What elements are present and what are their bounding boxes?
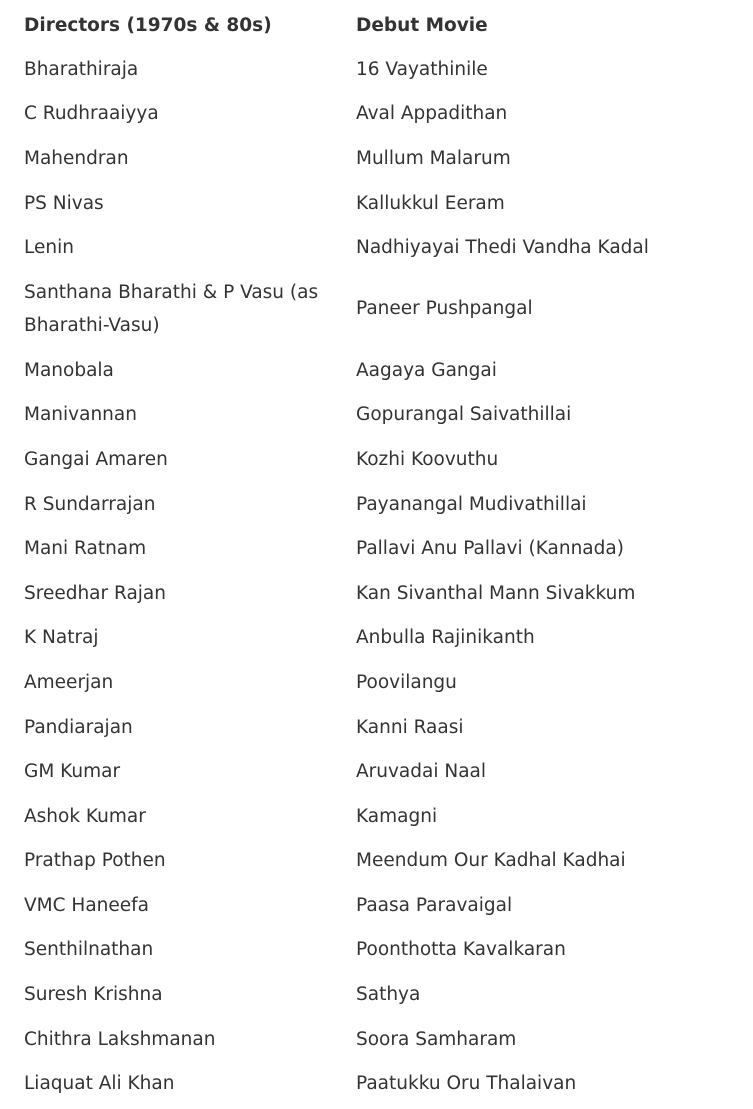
table-row	[24, 883, 729, 928]
debut-movie: Mullum Malarum	[356, 147, 511, 169]
debut-movie: Poonthotta Kavalkaran	[356, 939, 566, 961]
director-name: Mani Ratnam	[24, 538, 147, 560]
table-row	[24, 571, 729, 616]
header-row	[24, 3, 729, 47]
table-row	[24, 616, 729, 661]
director-name: C Rudhraaiyya	[24, 103, 159, 125]
debut-movie: Aval Appadithan	[356, 103, 508, 125]
director-name: Mahendran	[24, 147, 129, 169]
debut-movie: Kozhi Koovuthu	[356, 448, 499, 470]
director-name: Ashok Kumar	[24, 805, 146, 827]
director-name: PS Nivas	[24, 192, 104, 214]
director-name: K Natraj	[24, 627, 99, 649]
debut-movie: Paneer Pushpangal	[356, 298, 533, 320]
director-name: GM Kumar	[24, 761, 121, 783]
director-name: Suresh Krishna	[24, 984, 163, 1006]
table-header	[24, 3, 729, 47]
debut-movie: Poovilangu	[356, 671, 457, 693]
debut-movie: Kamagni	[356, 805, 438, 827]
debut-movie: Payanangal Mudivathillai	[356, 493, 587, 515]
table-row	[24, 393, 729, 438]
header-directors: Directors (1970s & 80s)	[24, 14, 272, 36]
debut-movie: Kallukkul Eeram	[356, 192, 505, 214]
debut-movie: Kanni Raasi	[356, 716, 464, 738]
table-row	[24, 839, 729, 884]
table-row	[24, 136, 729, 181]
director-name: Liaquat Ali Khan	[24, 1073, 175, 1095]
debut-movie: Pallavi Anu Pallavi (Kannada)	[356, 538, 624, 560]
debut-movie: 16 Vayathinile	[356, 58, 488, 80]
debut-movie: Sathya	[356, 984, 421, 1006]
table-row	[24, 928, 729, 973]
header-debut-movie: Debut Movie	[356, 14, 488, 36]
director-name: Sreedhar Rajan	[24, 582, 166, 604]
table-row	[24, 1061, 729, 1106]
director-name: Manobala	[24, 359, 114, 381]
debut-movie: Soora Samharam	[356, 1028, 517, 1050]
debut-movie: Gopurangal Saivathillai	[356, 404, 572, 426]
director-name: Bharathiraja	[24, 58, 139, 80]
debut-movie: Kan Sivanthal Mann Sivakkum	[356, 582, 636, 604]
table-row	[24, 225, 729, 270]
director-name: Santhana Bharathi & P Vasu (as Bharathi-Vasu)	[24, 281, 319, 336]
debut-movie: Anbulla Rajinikanth	[356, 627, 535, 649]
director-name: Gangai Amaren	[24, 448, 168, 470]
director-name: Manivannan	[24, 404, 137, 426]
director-name: Pandiarajan	[24, 716, 133, 738]
table-row	[24, 92, 729, 137]
table-row	[24, 482, 729, 527]
debut-movie: Paasa Paravaigal	[356, 894, 513, 916]
table-row	[24, 660, 729, 705]
directors-debut-table	[24, 3, 729, 1106]
debut-movie: Nadhiyayai Thedi Vandha Kadal	[356, 237, 649, 259]
debut-movie: Aagaya Gangai	[356, 359, 497, 381]
table-row	[24, 526, 729, 571]
table-row	[24, 181, 729, 226]
table-row	[24, 270, 729, 348]
table-row	[24, 749, 729, 794]
director-name: Lenin	[24, 237, 74, 259]
director-name: Prathap Pothen	[24, 850, 166, 872]
director-name: VMC Haneefa	[24, 894, 150, 916]
director-name: Ameerjan	[24, 671, 114, 693]
debut-movie: Paatukku Oru Thalaivan	[356, 1073, 577, 1095]
director-name: Chithra Lakshmanan	[24, 1028, 216, 1050]
debut-movie: Meendum Our Kadhal Kadhai	[356, 850, 626, 872]
director-name: Senthilnathan	[24, 939, 154, 961]
table-row	[24, 794, 729, 839]
table-row	[24, 47, 729, 92]
table-row	[24, 705, 729, 750]
table-row	[24, 437, 729, 482]
table-body	[24, 47, 729, 1106]
director-name: R Sundarrajan	[24, 493, 156, 515]
table-row	[24, 1017, 729, 1062]
table-row	[24, 972, 729, 1017]
table-row	[24, 348, 729, 393]
debut-movie: Aruvadai Naal	[356, 761, 487, 783]
